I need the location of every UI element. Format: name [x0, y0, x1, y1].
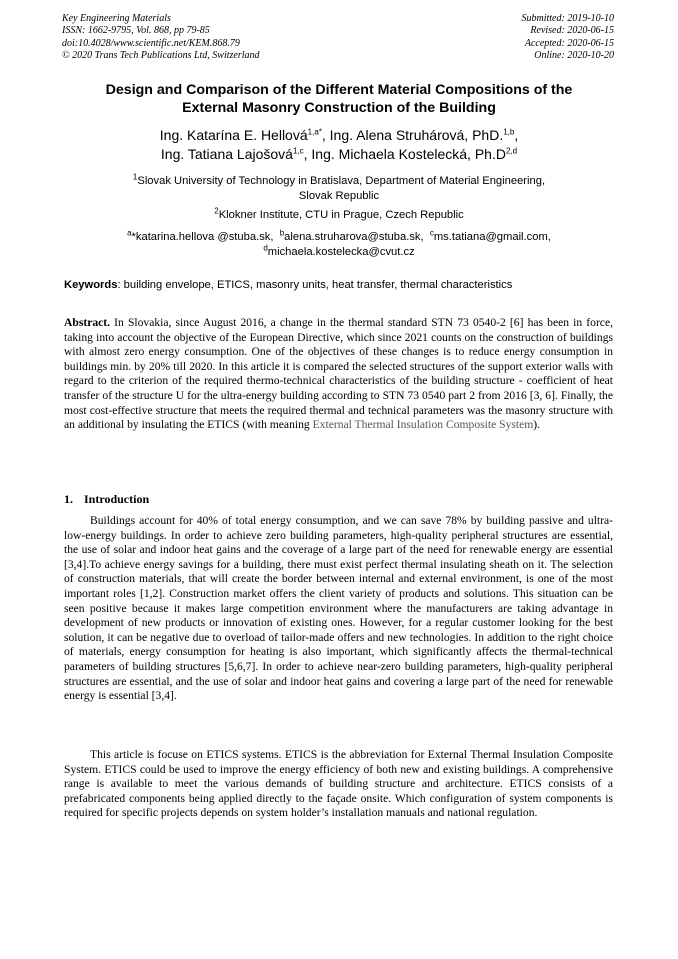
- section-number: 1.: [64, 492, 73, 506]
- date-revised: Revised: 2020-06-15: [530, 25, 614, 37]
- intro-paragraph-1: [64, 514, 613, 704]
- abstract: [64, 316, 613, 433]
- journal-doi: doi:10.4028/www.scientific.net/KEM.868.79: [62, 37, 240, 49]
- email-struharova[interactable]: alena.struharova@stuba.sk,: [284, 231, 424, 243]
- journal-issn: ISSN: 1662-9795, Vol. 868, pp 79-85: [62, 25, 210, 37]
- keywords: [64, 278, 624, 292]
- email-line-1: [60, 230, 618, 245]
- keywords-label: Keywords: [64, 279, 118, 291]
- journal-info: [62, 13, 260, 63]
- email-sup: d: [263, 242, 268, 252]
- affiliation-text: Klokner Institute, CTU in Prague, Czech Republic: [218, 209, 464, 221]
- email-sup: c: [429, 228, 434, 238]
- section-title: Introduction: [84, 492, 150, 506]
- author-struharova: , Ing. Alena Struhárová, PhD.: [321, 127, 504, 143]
- affiliation-2: [60, 208, 618, 223]
- author-line-1: [40, 126, 638, 145]
- author-hellova: Ing. Katarína E. Hellová: [159, 127, 308, 143]
- author-emails: [60, 230, 618, 259]
- author-list: [40, 126, 638, 164]
- paper-title: [40, 82, 638, 117]
- journal-copyright: © 2020 Trans Tech Publications Ltd, Switzerland: [62, 50, 260, 62]
- section-heading: [64, 492, 149, 507]
- affiliation-text: Slovak University of Technology in Bratislava, Department of Material Engineering,: [137, 175, 546, 187]
- paragraph-text: This article is focuse on ETICS systems. ETICS is the abbreviation for External Thermal Insulation Composite System. ETICS could be used to improve the energy efficiency of both new and existing buildings. A comprehensive range is available to meet the various demands of building structure and architecture. ETICS consists of a prefabricated components being applied directly to the façade onsite. Which configuration of system components is required for specific projects depends on system holder’s installation manuals and national regulation.: [64, 748, 613, 820]
- author-sup: 1,c: [292, 146, 304, 156]
- abstract-text: In Slovakia, since August 2016, a change in the thermal standard STN 73 0540-2 [6] has been in force, taking into account the objective of the European Directive, which since 2021 counts on the construction of buildings with almost zero energy consumption. One of the objectives of these changes is to reduce energy consumption in buildings min. by 20% till 2020. In this article it is compared the selected structures of the support exterior walls with regard to the criterion of the required thermo-technical characteristics of the building structure - coefficient of heat transfer of the structure U for the ultra-energy building according to STN 73 0540 part 2 from 2016 [3, 6]. Finally, the most cost-effective structure that meets the required thermal and technical parameters was the masonry structure with an additional by insulating the ETICS (with meaning: [64, 316, 613, 432]
- author-sup: 1,b: [503, 127, 515, 137]
- email-hellova[interactable]: *katarina.hellova @stuba.sk,: [131, 231, 274, 243]
- article-dates: [522, 13, 615, 63]
- author-kostelecka: , Ing. Michaela Kostelecká, Ph.D: [303, 146, 506, 162]
- author-line-2: [40, 145, 638, 164]
- email-sup: b: [279, 228, 285, 238]
- title-line-2: External Masonry Construction of the Building: [182, 99, 496, 116]
- date-submitted: Submitted: 2019-10-10: [521, 13, 614, 24]
- abstract-label: Abstract.: [64, 316, 111, 329]
- author-lajosova: Ing. Tatiana Lajošová: [160, 146, 293, 162]
- author-sup: 1,a*: [307, 127, 322, 137]
- journal-name: Key Engineering Materials: [62, 13, 171, 24]
- date-online: Online: 2020-10-20: [534, 50, 614, 62]
- email-kostelecka[interactable]: michaela.kostelecka@cvut.cz: [267, 245, 415, 258]
- affiliation-sup: 2: [214, 206, 219, 216]
- abstract-etics-term: External Thermal Insulation Composite System: [312, 418, 534, 432]
- author-separator: ,: [514, 127, 519, 143]
- paragraph-text: Buildings account for 40% of total energy consumption, and we can save 78% by building passive and ultra-low-energy buildings. In order to achieve zero building parameters, high-quality peripheral structures are essential, the use of solar and indoor heat gains and the coverage of a large part of the need for renewable energy are essential [3,4].To achieve energy savings for a building, there must exist perfect thermal insulating sheath on it. The selection of construction materials, that will create the border between internal and external environment, is one of the most important roles [1,2]. Construction market offers the client variety of products and solutions. This situation can be seen positive because it makes large competition environment where the manufacturers are taking advantage in development of new products or innovation of existing ones. However, for a regular customer looking for the best solution, it can be negative due to overload of tailor-made offers and new technologies. In addition to the right choice of materials, energy consumption for heating is also important, which significantly affects the thermal-technical parameters of building structures [5,6,7]. In order to achieve near-zero building parameters, high-quality peripheral structures are essential, and the use of solar and indoor heat gains and covering a large part of the need for renewable energy is essential [3,4].: [64, 514, 613, 703]
- affiliation-sup: 1: [132, 172, 138, 182]
- email-line-2: [60, 242, 618, 260]
- date-accepted: Accepted: 2020-06-15: [524, 37, 614, 49]
- email-sup: a: [127, 228, 132, 238]
- affiliation-1-line-1: [60, 174, 618, 189]
- intro-paragraph-2: [64, 748, 613, 821]
- title-line-1: Design and Comparison of the Different Material Compositions of the: [105, 82, 573, 98]
- email-lajosova[interactable]: ms.tatiana@gmail.com,: [433, 231, 551, 243]
- abstract-end: ).: [533, 418, 541, 432]
- affiliation-1: [60, 174, 618, 203]
- keywords-text: : building envelope, ETICS, masonry units, heat transfer, thermal characteristics: [117, 279, 513, 291]
- affiliation-1-line-2: Slovak Republic: [298, 189, 380, 202]
- author-sup: 2,d: [505, 146, 518, 156]
